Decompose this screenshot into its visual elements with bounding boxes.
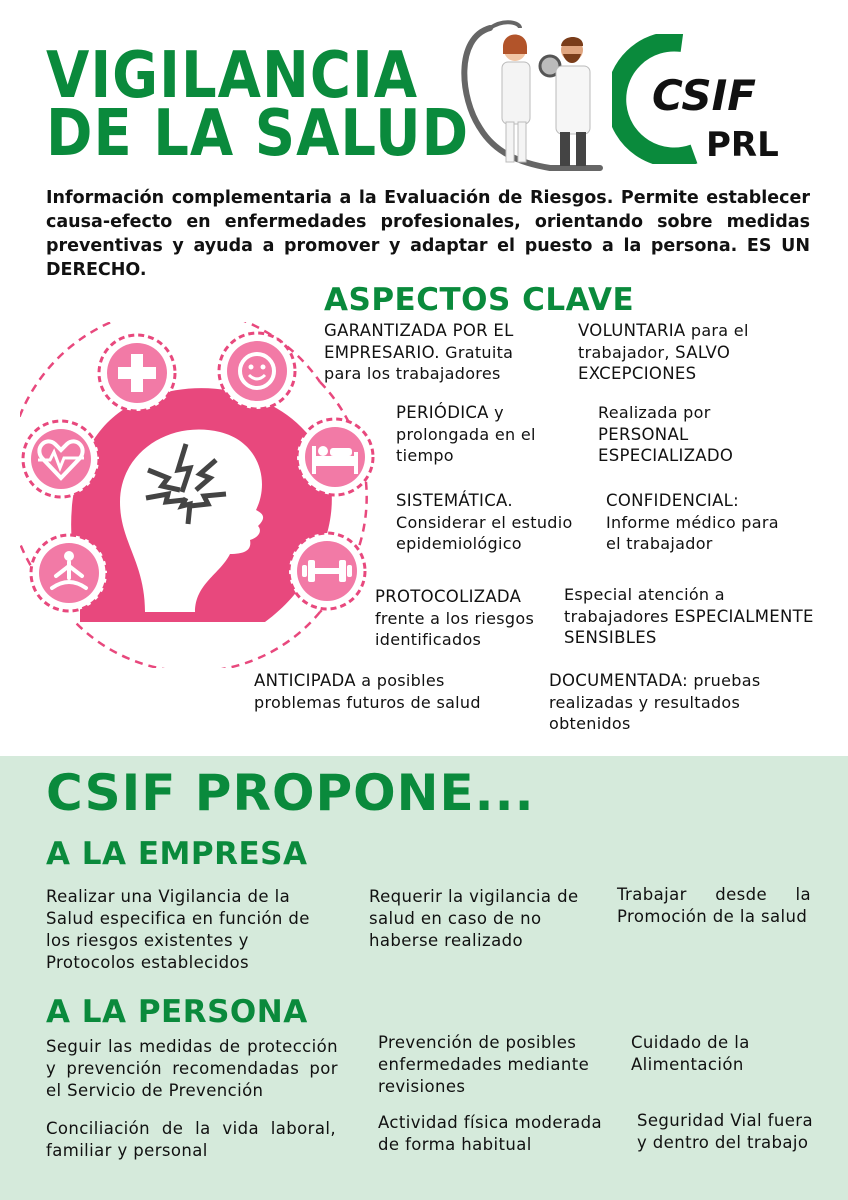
persona-item: Actividad física moderada de forma habitual bbox=[378, 1113, 603, 1154]
aspecto-confidencial: CONFIDENCIAL: Informe médico para el trabajador bbox=[606, 491, 779, 553]
persona-item: Prevención de posibles enfermedades mediante revisiones bbox=[378, 1033, 590, 1096]
aspecto-voluntaria: VOLUNTARIA para el trabajador, SALVO EXCEPCIONES bbox=[578, 321, 749, 383]
smile-icon bbox=[216, 330, 298, 412]
svg-text:PRL: PRL bbox=[706, 125, 779, 164]
meditation-icon bbox=[28, 532, 110, 614]
page-title-line1: VIGILANCIA bbox=[46, 38, 419, 113]
aspecto-personal-especializado: Realizada por PERSONAL ESPECIALIZADO bbox=[598, 403, 734, 465]
empresa-item: Realizar una Vigilancia de la Salud especifica en función de los riesgos existentes y Protocolos establecidos bbox=[46, 887, 310, 972]
empresa-item: Trabajar desde la Promoción de la salud bbox=[617, 885, 811, 926]
aspecto-sistematica: SISTEMÁTICA. Considerar el estudio epidemiológico bbox=[396, 491, 573, 553]
aspectos-title: ASPECTOS CLAVE bbox=[324, 282, 635, 318]
lightning-icon bbox=[138, 440, 234, 526]
stethoscope-doctors-illustration bbox=[450, 18, 610, 178]
persona-item: Seguridad Vial fuera y dentro del trabajo bbox=[637, 1111, 813, 1152]
aspecto-periodica: PERIÓDICA y prolongada en el tiempo bbox=[396, 403, 536, 465]
svg-text:CSIF: CSIF bbox=[652, 71, 756, 120]
intro-text: Información complementaria a la Evaluación de Riesgos. Permite establecer causa-efecto en enfermedades profesionales, orientando sobre medidas preventivas y ayuda a promover y adaptar el puesto a la persona. ES UN DERECHO. bbox=[46, 188, 810, 280]
aspecto-protocolizada: PROTOCOLIZADA frente a los riesgos identificados bbox=[375, 587, 535, 649]
page-title-line2: DE LA SALUD bbox=[46, 96, 470, 171]
dumbbell-icon bbox=[286, 530, 368, 612]
persona-item: Seguir las medidas de protección y prevención recomendadas por el Servicio de Prevención bbox=[46, 1037, 338, 1100]
empresa-title: A LA EMPRESA bbox=[46, 836, 308, 872]
persona-title: A LA PERSONA bbox=[46, 994, 308, 1030]
persona-item: Conciliación de la vida laboral, familiar y personal bbox=[46, 1119, 336, 1160]
csif-logo-icon bbox=[612, 34, 812, 164]
propone-title: CSIF PROPONE... bbox=[46, 764, 535, 822]
aspecto-especialmente-sensibles: Especial atención a trabajadores ESPECIALMENTE SENSIBLES bbox=[564, 585, 814, 647]
aspecto-documentada: DOCUMENTADA: pruebas realizadas y resultados obtenidos bbox=[549, 671, 761, 733]
empresa-item: Requerir la vigilancia de salud en caso de no haberse realizado bbox=[369, 887, 579, 950]
bed-icon bbox=[294, 416, 376, 498]
plus-icon bbox=[96, 332, 178, 414]
aspecto-anticipada: ANTICIPADA a posibles problemas futuros de salud bbox=[254, 671, 481, 712]
heart-pulse-icon bbox=[20, 418, 102, 500]
aspecto-garantizada: GARANTIZADA POR EL EMPRESARIO. Gratuita para los trabajadores bbox=[324, 321, 514, 383]
persona-item: Cuidado de la Alimentación bbox=[631, 1033, 750, 1074]
